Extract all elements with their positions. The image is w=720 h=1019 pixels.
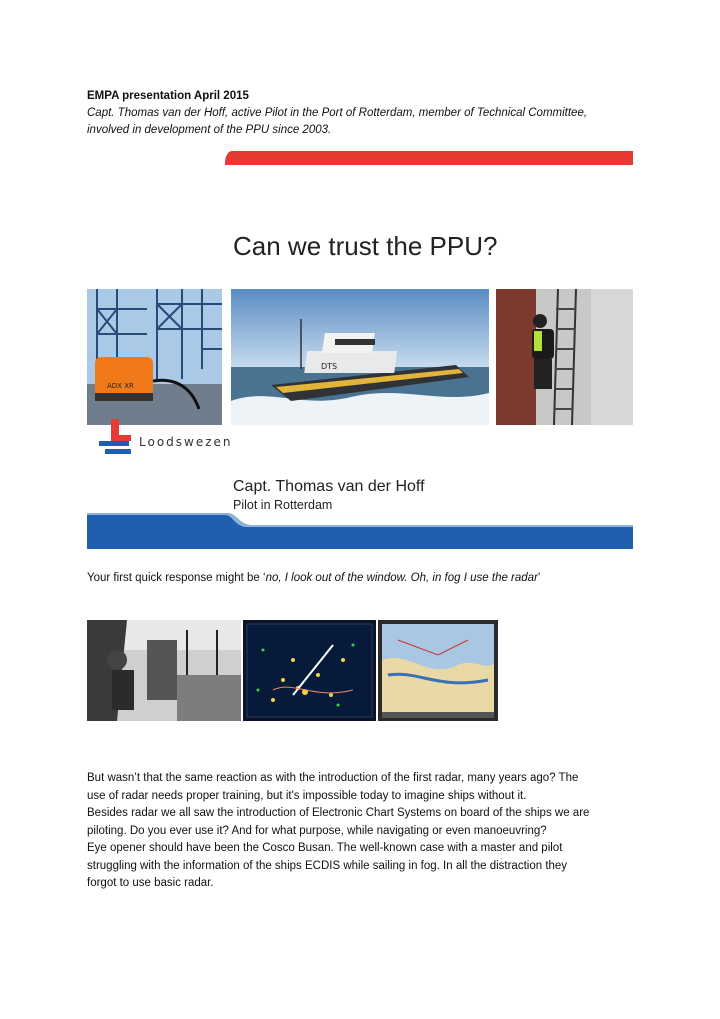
photo-radar-screen xyxy=(243,620,376,721)
device-label: ADX XR xyxy=(107,382,134,390)
document-title: EMPA presentation April 2015 xyxy=(87,90,249,102)
response-line xyxy=(87,570,540,588)
presenter-role: Pilot in Rotterdam xyxy=(233,498,333,512)
body-line-2: use of radar needs proper training, but it's impossible today to imagine ships without it. xyxy=(87,789,527,802)
loodswezen-logo-icon xyxy=(97,419,133,457)
response-quote: no, I look out of the window. Oh, in fog I use the radar xyxy=(265,572,538,584)
byline-line-1: Capt. Thomas van der Hoff, active Pilot in the Port of Rotterdam, member of Technical Committee, xyxy=(87,107,588,119)
body-paragraph xyxy=(87,770,647,893)
slide-blue-bar xyxy=(87,513,633,549)
slide-title: Can we trust the PPU? xyxy=(233,231,498,261)
loodswezen-wordmark: Loodswezen xyxy=(139,435,233,449)
body-line-3: Besides radar we all saw the introduction of Electronic Chart Systems on board of the ships we are xyxy=(87,807,590,819)
slide-red-bar xyxy=(225,151,633,165)
boat-label: DTS xyxy=(321,362,338,371)
byline-line-2: involved in development of the PPU since 2003. xyxy=(87,124,332,136)
photo-ecdis-screen xyxy=(378,620,498,721)
presenter-name: Capt. Thomas van der Hoff xyxy=(233,478,425,495)
photo-historic-radar xyxy=(87,620,241,721)
body-line-5: Eye opener should have been the Cosco Busan. The well-known case with a master and pilot xyxy=(87,842,563,854)
presentation-slide xyxy=(87,151,633,549)
body-line-4: piloting. Do you ever use it? And for what purpose, while navigating or even manoeuvring? xyxy=(87,824,547,837)
photo-ppu-device xyxy=(87,289,222,425)
response-close: ’ xyxy=(537,572,541,584)
photo-pilot-ladder xyxy=(496,289,633,425)
photo-pilot-boat xyxy=(231,289,489,425)
body-line-1: But wasn’t that the same reaction as with the introduction of the first radar, many years ago? The xyxy=(87,772,579,784)
body-line-7: forgot to use basic radar. xyxy=(87,877,214,889)
response-lead: Your first quick response might be ‘ xyxy=(87,572,266,584)
body-line-6: struggling with the information of the ships ECDIS while sailing in fog. In all the distraction they xyxy=(87,859,568,872)
